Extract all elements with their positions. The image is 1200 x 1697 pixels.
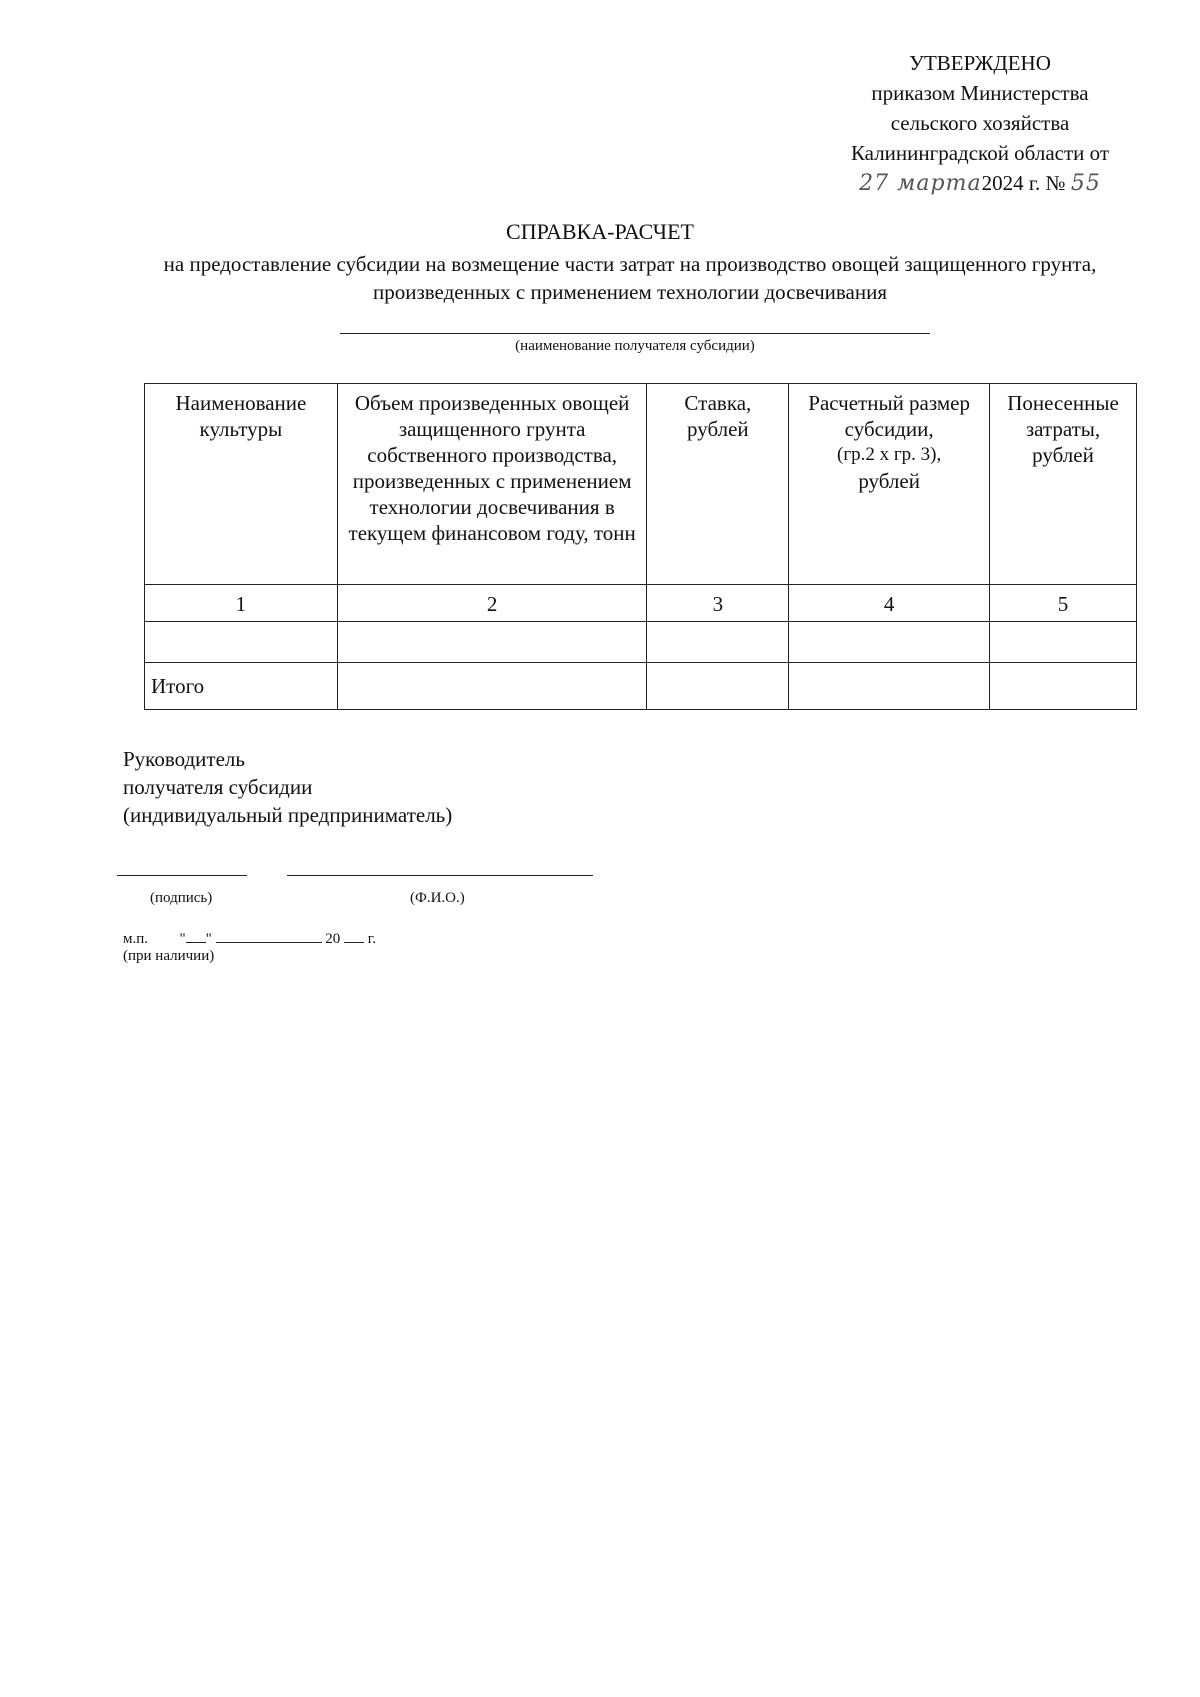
header-costs: Понесенные затраты, рублей	[990, 384, 1137, 585]
year-prefix: 20	[325, 931, 341, 947]
approval-date-line	[780, 168, 1180, 199]
calculation-table	[144, 383, 1137, 710]
signature-line[interactable]	[117, 875, 247, 876]
full-name-caption: (Ф.И.О.)	[410, 890, 465, 906]
approval-block	[780, 48, 1180, 199]
column-number: 5	[990, 585, 1137, 622]
table-header-row	[145, 384, 1137, 585]
year-suffix: г.	[367, 931, 376, 947]
head-line-1: Руководитель	[123, 747, 245, 771]
recipient-name-line[interactable]	[340, 333, 930, 334]
rate-cell[interactable]	[647, 622, 789, 663]
header-subsidy	[789, 384, 990, 585]
table-row	[145, 622, 1137, 663]
full-name-line[interactable]	[287, 875, 593, 876]
header-crop-name: Наименование культуры	[145, 384, 338, 585]
costs-cell[interactable]	[990, 622, 1137, 663]
day-blank[interactable]	[186, 928, 206, 943]
year-blank[interactable]	[344, 928, 364, 943]
head-line-3: (индивидуальный предприниматель)	[123, 803, 453, 827]
column-number: 3	[647, 585, 789, 622]
approval-heading: УТВЕРЖДЕНО	[909, 51, 1051, 75]
header-volume: Объем произведенных овощей защищенного грунта собственного производства, произведенных с применением технологии досвечивания в текущем финансовом году, тонн	[337, 384, 647, 585]
column-number: 2	[337, 585, 647, 622]
handwritten-number: 55	[1070, 171, 1101, 196]
quote-close: "	[205, 931, 212, 947]
column-number: 1	[145, 585, 338, 622]
month-blank[interactable]	[216, 928, 322, 943]
total-rate-cell[interactable]	[647, 663, 789, 710]
quote-open: "	[179, 931, 186, 947]
document-subtitle: на предоставление субсидии на возмещение части затрат на производство овощей защищенного грунта, произведенных с применением технологии досвечивания	[163, 252, 1097, 304]
head-block	[123, 745, 452, 829]
approval-line-2: сельского хозяйства	[890, 111, 1070, 135]
stamp-date-row	[123, 928, 376, 948]
total-costs-cell[interactable]	[990, 663, 1137, 710]
column-number: 4	[789, 585, 990, 622]
header-rate: Ставка, рублей	[647, 384, 789, 585]
total-subsidy-cell[interactable]	[789, 663, 990, 710]
approval-line-1: приказом Министерства	[871, 81, 1089, 105]
document-title: СПРАВКА-РАСЧЕТ	[506, 219, 694, 244]
head-line-2: получателя субсидии	[123, 775, 313, 799]
recipient-caption: (наименование получателя субсидии)	[515, 338, 755, 354]
handwritten-date: 27 марта	[859, 171, 982, 196]
header-subsidy-formula: (гр.2 х гр. 3),	[837, 444, 942, 465]
total-row	[145, 663, 1137, 710]
volume-cell[interactable]	[337, 622, 647, 663]
total-label: Итого	[145, 663, 338, 710]
header-subsidy-label: Расчетный размер субсидии,	[808, 391, 970, 441]
stamp-label: м.п.	[123, 931, 149, 947]
crop-name-cell[interactable]	[145, 622, 338, 663]
stamp-note: (при наличии)	[123, 948, 215, 964]
approval-year: 2024 г. №	[981, 171, 1066, 195]
header-subsidy-unit: рублей	[858, 469, 920, 493]
total-volume-cell[interactable]	[337, 663, 647, 710]
approval-line-3: Калининградской области от	[850, 141, 1110, 165]
column-number-row	[145, 585, 1137, 622]
subsidy-cell[interactable]	[789, 622, 990, 663]
signature-caption: (подпись)	[150, 890, 213, 906]
